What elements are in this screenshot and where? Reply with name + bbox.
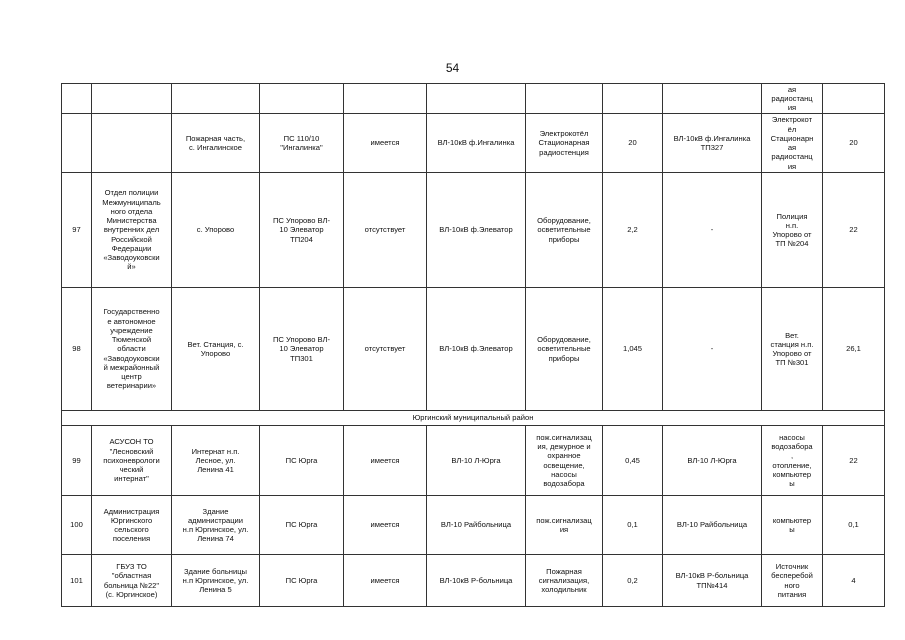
table-row-row-continued (62, 84, 885, 114)
table-cell: отсутствует (344, 288, 427, 411)
table-cell: 20 (603, 114, 663, 173)
table-cell: 0,45 (603, 426, 663, 496)
table-cell: Отдел полиции Межмуниципаль ного отдела Министерства внутренних дел Российской Федерации «Заводоуковски й» (92, 173, 172, 288)
table-cell: 98 (62, 288, 92, 411)
table-cell (92, 84, 172, 114)
section-header: Юргинский муниципальный район (62, 411, 885, 426)
table-cell (526, 84, 603, 114)
table-cell: ВЛ-10кВ ф.Элеватор (427, 288, 526, 411)
table-row-section-yurginsky (62, 411, 885, 426)
table-cell: имеется (344, 496, 427, 555)
table-cell: ая радиостанц ия (762, 84, 823, 114)
table-row-row-98 (62, 288, 885, 411)
table-cell: Вет. станция н.п. Упорово от ТП №301 (762, 288, 823, 411)
table-cell (260, 84, 344, 114)
table-cell: Пожарная сигнализация, холодильник (526, 555, 603, 607)
data-table (61, 83, 885, 607)
table-cell: Администрация Юргинского сельского поселения (92, 496, 172, 555)
table-cell: Полиция н.п. Упорово от ТП №204 (762, 173, 823, 288)
table-cell: ВЛ-10 Л-Юрга (427, 426, 526, 496)
table-cell: ГБУЗ ТО "областная больница №22" (с. Юргинское) (92, 555, 172, 607)
table-cell (62, 114, 92, 173)
table-cell: Государственно е автономное учреждение Тюменской области «Заводоуковски й межрайонный центр ветеринарии» (92, 288, 172, 411)
table-cell: ВЛ-10 Л-Юрга (663, 426, 762, 496)
table-cell: Оборудование, осветительные приборы (526, 288, 603, 411)
table-cell: ПС 110/10 "Ингалинка" (260, 114, 344, 173)
table-cell: имеется (344, 555, 427, 607)
page-number: 54 (445, 61, 460, 75)
table-cell (663, 84, 762, 114)
table-cell: 2,2 (603, 173, 663, 288)
table-cell: ВЛ-10кВ ф.Ингалинка (427, 114, 526, 173)
table-cell: ВЛ-10 Райбольница (663, 496, 762, 555)
table-cell: пож.сигнализац ия (526, 496, 603, 555)
table-cell: ПС Упорово ВЛ- 10 Элеватор ТП301 (260, 288, 344, 411)
table-cell: отсутствует (344, 173, 427, 288)
table-cell: - (663, 288, 762, 411)
table-cell (344, 84, 427, 114)
table-cell: ВЛ-10кВ ф.Элеватор (427, 173, 526, 288)
table-cell: 0,1 (823, 496, 885, 555)
table-cell: ПС Юрга (260, 496, 344, 555)
table-cell: ПС Упорово ВЛ- 10 Элеватор ТП204 (260, 173, 344, 288)
table-row-row-99 (62, 426, 885, 496)
table-cell: 20 (823, 114, 885, 173)
table-cell: 101 (62, 555, 92, 607)
table-cell: АСУСОН ТО "Лесновский психоневрологи ческий интернат" (92, 426, 172, 496)
table-cell: 22 (823, 426, 885, 496)
table-cell: 100 (62, 496, 92, 555)
table-cell: 97 (62, 173, 92, 288)
table-cell: имеется (344, 114, 427, 173)
table-cell: ПС Юрга (260, 555, 344, 607)
table-cell: компьютер ы (762, 496, 823, 555)
table-cell: Источник бесперебой ного питания (762, 555, 823, 607)
table-cell: ВЛ-10кВ Р-больница (427, 555, 526, 607)
table-cell (427, 84, 526, 114)
table-row-row-101 (62, 555, 885, 607)
table-cell (92, 114, 172, 173)
table-cell: Оборудование, осветительные приборы (526, 173, 603, 288)
table-cell: ВЛ-10кВ Р-больница ТП№414 (663, 555, 762, 607)
table-cell: имеется (344, 426, 427, 496)
table-cell: 22 (823, 173, 885, 288)
table-cell: Интернат н.п. Лесное, ул. Ленина 41 (172, 426, 260, 496)
table-cell: Здание больницы н.п Юргинское, ул. Ленина 5 (172, 555, 260, 607)
table-row-row-ingalinskoe (62, 114, 885, 173)
table-cell: 4 (823, 555, 885, 607)
table-cell: пож.сигнализац ия, дежурное и охранное освещение, насосы водозабора (526, 426, 603, 496)
table-cell: - (663, 173, 762, 288)
table-cell: 26,1 (823, 288, 885, 411)
table-cell: с. Упорово (172, 173, 260, 288)
table-cell: ВЛ-10кВ ф.Ингалинка ТП327 (663, 114, 762, 173)
table-cell: ПС Юрга (260, 426, 344, 496)
table-cell: 0,1 (603, 496, 663, 555)
table-cell: Здание администрации н.п Юргинское, ул. Ленина 74 (172, 496, 260, 555)
table-cell: Вет. Станция, с. Упорово (172, 288, 260, 411)
table-cell: Электрокот ёл Стационарн ая радиостанц ия (762, 114, 823, 173)
table-cell: ВЛ-10 Райбольница (427, 496, 526, 555)
table-cell: 1,045 (603, 288, 663, 411)
table-cell: 0,2 (603, 555, 663, 607)
table-cell (603, 84, 663, 114)
table-row-row-100 (62, 496, 885, 555)
table-cell: Электрокотёл Стационарная радиостенция (526, 114, 603, 173)
table-cell (172, 84, 260, 114)
table-cell (823, 84, 885, 114)
table-cell: 99 (62, 426, 92, 496)
table-cell: Пожарная часть, с. Ингалинское (172, 114, 260, 173)
table-row-row-97 (62, 173, 885, 288)
table-cell (62, 84, 92, 114)
table-cell: насосы водозабора , отопление, компьютер ы (762, 426, 823, 496)
